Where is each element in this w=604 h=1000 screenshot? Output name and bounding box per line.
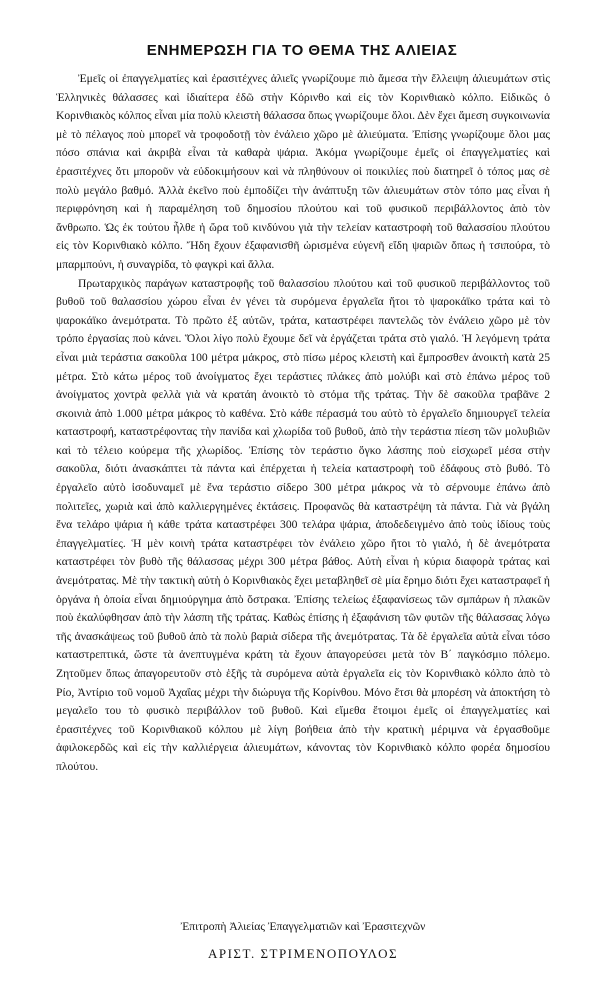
signature-committee: Ἐπιτροπὴ Ἀλιείας Ἐπαγγελματιῶν καὶ Ἐρασιτεχνῶν	[180, 920, 426, 933]
article-body	[56, 70, 550, 777]
signature-name: ΑΡΙΣΤ. ΣΤΡΙΜΕΝΟΠΟΥΛΟΣ	[207, 946, 399, 961]
signature-block	[56, 918, 550, 962]
article-title: ΕΝΗΜΕΡΩΣΗ ΓΙΑ ΤΟ ΘΕΜΑ ΤΗΣ ΑΛΙΕΙΑΣ	[146, 42, 458, 59]
article-paragraph-2: Πρωταρχικὸς παράγων καταστροφῆς τοῦ θαλασσίου πλούτου καὶ τοῦ φυσικοῦ περιβάλλοντος τοῦ βυθοῦ τοῦ θαλασσίου χώρου εἶναι ἐν γένει τὰ συρόμενα ἐργαλεῖα ἤτοι τὸ ψαροκάϊκο τράτα καὶ τὸ ψαροκάϊκο ἀνεμότρατα. Τὸ πρῶτο ἐξ αὐτῶν, τράτα, καταστρέφει παντελῶς τὸν ἐνάλειο χῶρο μὲ τὸν τρόπο ἐργασίας ποὺ κάνει. Ὅλοι λίγο πολὺ ἔχουμε δεῖ νὰ ἐργάζεται τράτα στὸ γιαλό. Ἡ λεγόμενη τράτα εἶναι μιὰ τεράστια σακοῦλα 100 μέτρα μάκρος, στὸ πίσω μέρος κλειστὴ καὶ ἔμπροσθεν ἀνοικτὴ κατὰ 25 μέτρα. Στὸ κάτω μέρος τοῦ ἀνοίγματος ἔχει τεράστιες πλάκες ἀπὸ μολύβι καὶ στὸ ἐπάνω μέρος τοῦ ἀνοίγματος χοντρὰ φελλὰ γιὰ νὰ κρατάη ἀνοικτὸ τὸ στόμα τῆς τράτας. Τὴν δὲ σακοῦλα τραβᾶνε 2 σκοινιὰ ἀπὸ 1.000 μέτρα μάκρος τὸ καθένα. Στὸ κάθε πέρασμά του αὐτὸ τὸ ἐργαλεῖο δημιουργεῖ τελεία καταστροφή, καταστρέφοντας τὴν πανίδα καὶ χλωρίδα τοῦ βυθοῦ, ἀπὸ τὴν τεράστια πίεση τῶν μολυβιῶν καὶ τὸ τέλειο κούρεμα τῆς χλωρίδος. Ἐπίσης τὸν τεράστιο ὄγκο λάσπης ποὺ εἰσχωρεῖ μέσα στὴν σακοῦλα, διότι ἀνασκάπτει τὰ πάντα καὶ ἐπέρχεται ἡ τελεία καταστροφὴ τοῦ ἐδάφους στὸ βυθό. Τὸ ἐργαλεῖο αὐτὸ ἰσοδυναμεῖ μὲ ἕνα τεράστιο σίδερο 300 μέτρα μάκρος νὰ τὸ σέρνουμε ἐπάνω ἀπὸ πολιτεῖες, χωριὰ καὶ ἀπὸ καλλιεργημένες ἐκτάσεις. Προφανῶς θὰ καταστρέψη τὰ πάντα. Γιὰ νὰ βγάλη ἕνα τελάρο ψάρια ἡ κάθε τράτα καταστρέφει 300 τελάρα ψάρια, ἀποδεδειγμένο ἀπὸ τοὺς ἰδίους τοὺς ἐπαγγελματίες. Ἡ μὲν κοινὴ τράτα καταστρέφει τὸν ἐνάλειο χῶρο ἤτοι τὸ γιαλό, ἡ δὲ ἀνεμότρατα καταστρέφει τὸν βυθὸ τῆς θάλασσας μέχρι 300 μέτρα βάθος. Αὐτὴ εἶναι ἡ κύρια διαφορὰ τράτας καὶ ἀνεμότρατας. Μὲ τὴν τακτικὴ αὐτὴ ὁ Κορινθιακὸς ἔχει μεταβληθεῖ σὲ μία ἔρημο διότι ἔχει καταστραφεῖ ἡ ὀργάνα ἡ ὁποία εἶναι δημιούργημα ἀπὸ ὄστρακα. Ἐπίσης τελείως ἐξαφανίσεως τῶν σμπάρων ἡ πλακῶν ποὺ ἐκαλύφθησαν ἀπὸ τὴν λάσπη τῆς τράτας. Καθὼς ἐπίσης ἡ ἐξαφάνιση τῶν φυτῶν τῆς θάλασσας λόγω τῆς ἀνασκάψεως τοῦ βυθοῦ ἀπὸ τὰ πολὺ βαριὰ σίδερα τῆς ἀνεμότρατας. Τὰ δὲ ἐργαλεῖα αὐτὰ εἶναι τόσο καταστρεπτικά, ὥστε τὰ ἀνεπτυγμένα κράτη τὰ ἔχουν ἀπαγορεύσει μετὰ τὸν Β΄ παγκόσμιο πόλεμο. Ζητοῦμεν ὅπως ἀπαγορευτοῦν στὸ ἑξῆς τὰ συρόμενα αὐτὰ ἐργαλεῖα εἰς τὸν Κορινθιακὸ κόλπο ἀπὸ τὸ Ρίο, Ἀντίριο τοῦ νομοῦ Ἀχαΐας μέχρι τὴν διώρυγα τῆς Κορίνθου. Μόνο ἔτσι θὰ μπορέση νὰ ἀποκτήση τὸ μεγαλεῖο του τὸ φυσικὸ περιβάλλον τοῦ βυθοῦ. Καὶ εἴμεθα ἕτοιμοι ἐμεῖς οἱ ἐπαγγελματίες καὶ ἐρασιτέχνες τοῦ Κορινθιακοῦ κόλπου μὲ λίγη βοήθεια ἀπὸ τὴν κρατικὴ μέριμνα νὰ ἐργασθοῦμε ἀφιλοκερδῶς καὶ εἰς τὴν καλλιέργεια ἀλιευμάτων, κάνοντας τὸν Κορινθιακὸ κόλπο φορέα δημοσίου πλούτου.	[56, 276, 550, 773]
article-paragraph-1: Ἐμεῖς οἱ ἐπαγγελματίες καὶ ἐρασιτέχνες ἁλιεῖς γνωρίζουμε πιὸ ἄμεσα τὴν ἔλλειψη ἀλιευμάτων στὶς Ἑλληνικὲς θάλασσες καὶ ἰδιαίτερα ἐδῶ στὴν Κόρινθο καὶ εἰς τὸν Κορινθιακὸ κόλπο. Εἰδικῶς ὁ Κορινθιακὸς κόλπος εἶναι μία πολὺ κλειστὴ θάλασσα ὅπως γνωρίζουμε ὅλοι. Δὲν ἔχει ἄμεση συγκοινωνία μὲ τὸ πέλαγος ποὺ μπορεῖ νὰ τροφοδοτῇ τὸν ἐνάλειο χῶρο μὲ ἀλιεύματα. Ἐπίσης γνωρίζουμε ὅλοι μας πόσο σπάνια καὶ ἀκριβὰ εἶναι τὰ καθαρὰ ψάρια. Ἀκόμα γνωρίζουμε ἐμεῖς οἱ ἐπαγγελματίες καὶ ἐρασιτέχνες ὅτι μποροῦν νὰ εὐδοκιμήσουν καὶ νὰ πληθύνουν οἱ ποικιλίες ποὺ διατηρεῖ ὁ τόπος μας σὲ πολὺ μεγάλο βαθμό. Ἀλλὰ ἐκεῖνο ποὺ ἐμποδίζει τὴν ἀνάπτυξη τῶν ἀλιευμάτων στὸν τόπο μας εἶναι ἡ περιφρόνηση καὶ ἡ παραμέληση τοῦ δημοσίου πλούτου καὶ τοῦ φυσικοῦ περιβάλλοντος ἀπὸ τὸν ἄνθρωπο. Ὡς ἐκ τούτου ἦλθε ἡ ὥρα τοῦ κινδύνου γιὰ τὴν τελείαν καταστροφὴ τοῦ θαλασσίου πλούτου εἰς τὸν Κορινθιακὸ κόλπο. Ἤδη ἔχουν ἐξαφανισθῆ ὡρισμένα εὐγενῆ εἴδη ψαριῶν ὅπως ἡ τσιπούρα, τὸ μπαρμπούνι, ἡ συναγρίδα, τὸ φαγκρὶ καὶ ἄλλα.	[56, 72, 550, 271]
